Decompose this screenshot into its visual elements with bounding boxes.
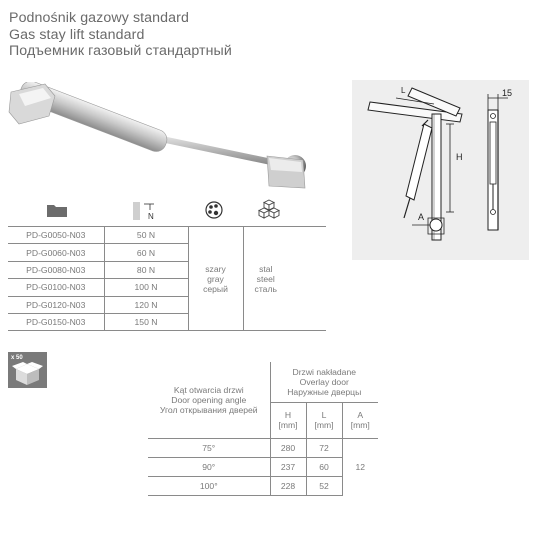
col-l-unit: [mm]	[314, 420, 334, 430]
table-header-icons	[8, 196, 326, 226]
col-h-unit: [mm]	[278, 420, 298, 430]
col-a-unit: [mm]	[350, 420, 370, 430]
model-code: PD-G0080-N03	[8, 261, 104, 278]
color-palette-icon	[205, 201, 223, 219]
svg-text:15: 15	[502, 88, 513, 98]
l-value: 72	[306, 438, 342, 457]
door-header	[270, 362, 378, 402]
color-ru: серый	[203, 283, 228, 294]
angle-value: 100°	[148, 476, 270, 495]
door-header-en: Overlay door	[299, 376, 349, 387]
model-force: 150 N	[104, 313, 188, 330]
l-value: 52	[306, 476, 342, 495]
a-value: 12	[342, 438, 378, 495]
svg-text:A: A	[418, 212, 425, 222]
angles-table	[148, 362, 378, 496]
title-block	[9, 10, 232, 60]
models-table	[8, 226, 326, 331]
package-qty: x 50	[11, 355, 23, 361]
svg-text:N: N	[148, 212, 154, 221]
h-value: 237	[270, 457, 306, 476]
color-en: gray	[207, 273, 224, 284]
table-row	[8, 227, 326, 244]
material-pl: stal	[259, 263, 273, 274]
angle-value: 90°	[148, 457, 270, 476]
material-en: steel	[256, 273, 275, 284]
model-code: PD-G0120-N03	[8, 296, 104, 313]
material-cell	[243, 227, 288, 331]
title-pl: Podnośnik gazowy standard	[9, 10, 189, 26]
model-code: PD-G0150-N03	[8, 313, 104, 330]
col-l-header	[306, 402, 342, 438]
col-a-header	[342, 402, 378, 438]
col-h-label: H	[284, 410, 292, 420]
color-pl: szary	[205, 263, 226, 274]
l-value: 60	[306, 457, 342, 476]
force-icon	[132, 200, 158, 222]
col-a-label: A	[357, 410, 364, 420]
model-code: PD-G0100-N03	[8, 279, 104, 296]
model-force: 80 N	[104, 261, 188, 278]
col-h-header	[270, 402, 306, 438]
angle-value: 75°	[148, 438, 270, 457]
col-l-label: L	[321, 410, 327, 420]
folder-icon	[46, 202, 68, 218]
material-ru: сталь	[254, 283, 277, 294]
svg-text:L: L	[401, 86, 406, 95]
model-force: 50 N	[104, 227, 188, 244]
angle-header-en: Door opening angle	[171, 394, 247, 405]
color-cell	[188, 227, 243, 331]
model-code: PD-G0050-N03	[8, 227, 104, 244]
angle-header	[148, 362, 270, 438]
title-en: Gas stay lift standard	[9, 26, 145, 43]
h-value: 228	[270, 476, 306, 495]
h-value: 280	[270, 438, 306, 457]
model-force: 100 N	[104, 279, 188, 296]
angle-header-ru: Угол открывания дверей	[159, 404, 258, 415]
model-force: 60 N	[104, 244, 188, 261]
mounting-diagram	[352, 80, 529, 260]
door-header-ru: Наружные дверцы	[287, 386, 362, 397]
gas-strut-image	[5, 82, 315, 197]
door-header-pl: Drzwi nakładane	[292, 366, 357, 377]
angle-header-pl: Kąt otwarcia drzwi	[173, 384, 244, 395]
material-cubes-icon	[258, 199, 280, 219]
table-row	[148, 438, 378, 457]
model-force: 120 N	[104, 296, 188, 313]
empty-cell	[288, 227, 326, 331]
svg-text:H: H	[456, 152, 463, 162]
model-code: PD-G0060-N03	[8, 244, 104, 261]
package-box-icon	[8, 352, 47, 388]
title-ru: Подъемник газовый стандартный	[9, 43, 232, 59]
